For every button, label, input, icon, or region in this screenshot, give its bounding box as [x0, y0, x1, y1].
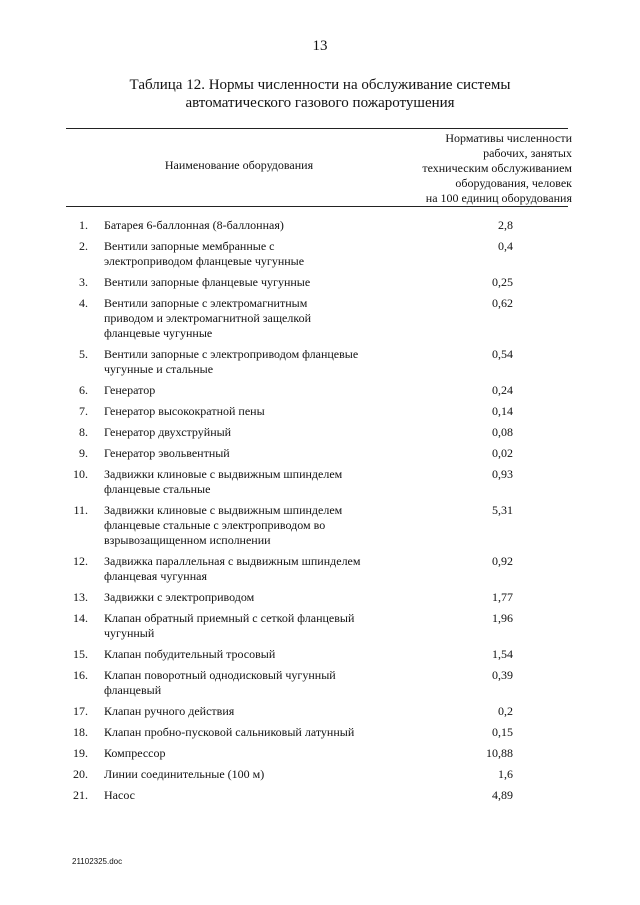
header-norms-line: техническим обслуживанием	[422, 161, 572, 175]
title-line-1: Таблица 12. Нормы численности на обслуживание системы	[129, 77, 511, 93]
equipment-name-line: Клапан побудительный тросовый	[104, 647, 276, 661]
equipment-name-line: фланцевые стальные с электроприводом во	[104, 518, 326, 532]
equipment-name-line: Насос	[104, 788, 135, 802]
equipment-name	[104, 590, 404, 605]
header-norms-line: оборудования, человек	[455, 176, 572, 190]
header-norms-line: на 100 единиц оборудования	[425, 191, 572, 205]
table-row	[66, 425, 568, 440]
table-row	[66, 296, 568, 341]
norm-value: 0,54	[492, 347, 513, 361]
norm-value: 1,77	[492, 590, 513, 604]
row-number: 5.	[79, 347, 88, 361]
equipment-name-line: фланцевый	[104, 683, 162, 697]
table-row	[66, 467, 568, 497]
norm-value: 0,2	[498, 704, 513, 718]
table-row	[66, 275, 568, 290]
equipment-name-line: Генератор двухструйный	[104, 425, 232, 439]
equipment-name-line: Генератор эвольвентный	[104, 446, 230, 460]
row-number: 18.	[73, 725, 88, 739]
equipment-name	[104, 425, 404, 440]
row-number: 14.	[73, 611, 88, 625]
norm-value: 0,62	[492, 296, 513, 310]
title-line-2: автоматического газового пожаротушения	[185, 95, 455, 111]
norm-value: 0,15	[492, 725, 513, 739]
header-norms-line: рабочих, занятых	[483, 146, 572, 160]
equipment-name-line: Вентили запорные мембранные с	[104, 239, 275, 253]
row-number: 17.	[73, 704, 88, 718]
row-number: 1.	[79, 218, 88, 232]
table-row	[66, 446, 568, 461]
equipment-name-line: чугунные и стальные	[104, 362, 214, 376]
table-row	[66, 239, 568, 269]
equipment-name-line: Компрессор	[104, 746, 166, 760]
equipment-name	[104, 611, 404, 641]
row-number: 19.	[73, 746, 88, 760]
table-row	[66, 746, 568, 761]
norm-value: 0,08	[492, 425, 513, 439]
equipment-name-line: Задвижки клиновые с выдвижным шпинделем	[104, 503, 343, 517]
column-header-norms	[380, 131, 572, 206]
equipment-name	[104, 788, 404, 803]
norm-value: 1,96	[492, 611, 513, 625]
row-number: 16.	[73, 668, 88, 682]
row-number: 4.	[79, 296, 88, 310]
equipment-name	[104, 767, 404, 782]
table-body	[66, 218, 568, 809]
equipment-name-line: Клапан обратный приемный с сеткой фланцевый	[104, 611, 355, 625]
table-row	[66, 647, 568, 662]
norm-value: 1,6	[498, 767, 513, 781]
equipment-name-line: Линии соединительные (100 м)	[104, 767, 265, 781]
equipment-name	[104, 467, 404, 497]
row-number: 3.	[79, 275, 88, 289]
table-header-rule	[66, 206, 568, 207]
equipment-name-line: Вентили запорные с электромагнитным	[104, 296, 308, 310]
equipment-name-line: Вентили запорные фланцевые чугунные	[104, 275, 311, 289]
row-number: 7.	[79, 404, 88, 418]
equipment-name	[104, 275, 404, 290]
equipment-name	[104, 704, 404, 719]
table-row	[66, 218, 568, 233]
table-row	[66, 347, 568, 377]
equipment-name-line: фланцевая чугунная	[104, 569, 207, 583]
norm-value: 0,92	[492, 554, 513, 568]
equipment-name-line: Задвижки клиновые с выдвижным шпинделем	[104, 467, 343, 481]
equipment-name-line: Клапан ручного действия	[104, 704, 235, 718]
equipment-name	[104, 725, 404, 740]
table-row	[66, 611, 568, 641]
row-number: 8.	[79, 425, 88, 439]
table-title	[0, 76, 640, 112]
equipment-name-line: Задвижки с электроприводом	[104, 590, 255, 604]
table-row	[66, 554, 568, 584]
row-number: 6.	[79, 383, 88, 397]
equipment-name-line: Задвижка параллельная с выдвижным шпинделем	[104, 554, 361, 568]
equipment-name-line: Вентили запорные с электроприводом фланцевые	[104, 347, 359, 361]
equipment-name	[104, 296, 404, 341]
equipment-name	[104, 347, 404, 377]
header-norms-line: Нормативы численности	[445, 131, 572, 145]
equipment-name-line: фланцевые чугунные	[104, 326, 213, 340]
row-number: 2.	[79, 239, 88, 253]
norm-value: 2,8	[498, 218, 513, 232]
norm-value: 0,02	[492, 446, 513, 460]
equipment-name-line: электроприводом фланцевые чугунные	[104, 254, 305, 268]
row-number: 11.	[73, 503, 88, 517]
equipment-name	[104, 218, 404, 233]
equipment-name-line: Клапан пробно-пусковой сальниковый латунный	[104, 725, 355, 739]
norm-value: 0,93	[492, 467, 513, 481]
table-row	[66, 503, 568, 548]
row-number: 9.	[79, 446, 88, 460]
norm-value: 5,31	[492, 503, 513, 517]
table-row	[66, 788, 568, 803]
equipment-name	[104, 647, 404, 662]
norm-value: 10,88	[486, 746, 513, 760]
table-top-rule	[66, 128, 568, 129]
column-header-equipment: Наименование оборудования	[164, 158, 314, 172]
equipment-name	[104, 239, 404, 269]
norm-value: 0,4	[498, 239, 513, 253]
equipment-name-line: приводом и электромагнитной защелкой	[104, 311, 312, 325]
equipment-name-line: взрывозащищенном исполнении	[104, 533, 271, 547]
equipment-name-line: Генератор	[104, 383, 156, 397]
document-filename: 21102325.doc	[72, 857, 123, 866]
row-number: 20.	[73, 767, 88, 781]
table-row	[66, 668, 568, 698]
norm-value: 0,14	[492, 404, 513, 418]
norm-value: 0,25	[492, 275, 513, 289]
norm-value: 1,54	[492, 647, 513, 661]
equipment-name-line: Генератор высокократной пены	[104, 404, 265, 418]
norm-value: 0,39	[492, 668, 513, 682]
row-number: 15.	[73, 647, 88, 661]
page-number: 13	[312, 38, 328, 54]
table-row	[66, 383, 568, 398]
row-number: 21.	[73, 788, 88, 802]
row-number: 12.	[73, 554, 88, 568]
equipment-name	[104, 446, 404, 461]
equipment-name	[104, 746, 404, 761]
equipment-name	[104, 668, 404, 698]
equipment-name	[104, 404, 404, 419]
equipment-name	[104, 503, 404, 548]
norm-value: 4,89	[492, 788, 513, 802]
equipment-name	[104, 383, 404, 398]
equipment-name	[104, 554, 404, 584]
equipment-name-line: чугунный	[104, 626, 155, 640]
table-row	[66, 590, 568, 605]
norm-value: 0,24	[492, 383, 513, 397]
equipment-name-line: фланцевые стальные	[104, 482, 211, 496]
equipment-name-line: Батарея 6-баллонная (8-баллонная)	[104, 218, 284, 232]
table-row	[66, 404, 568, 419]
table-row	[66, 767, 568, 782]
row-number: 10.	[73, 467, 88, 481]
table-row	[66, 704, 568, 719]
row-number: 13.	[73, 590, 88, 604]
table-row	[66, 725, 568, 740]
equipment-name-line: Клапан поворотный однодисковый чугунный	[104, 668, 336, 682]
